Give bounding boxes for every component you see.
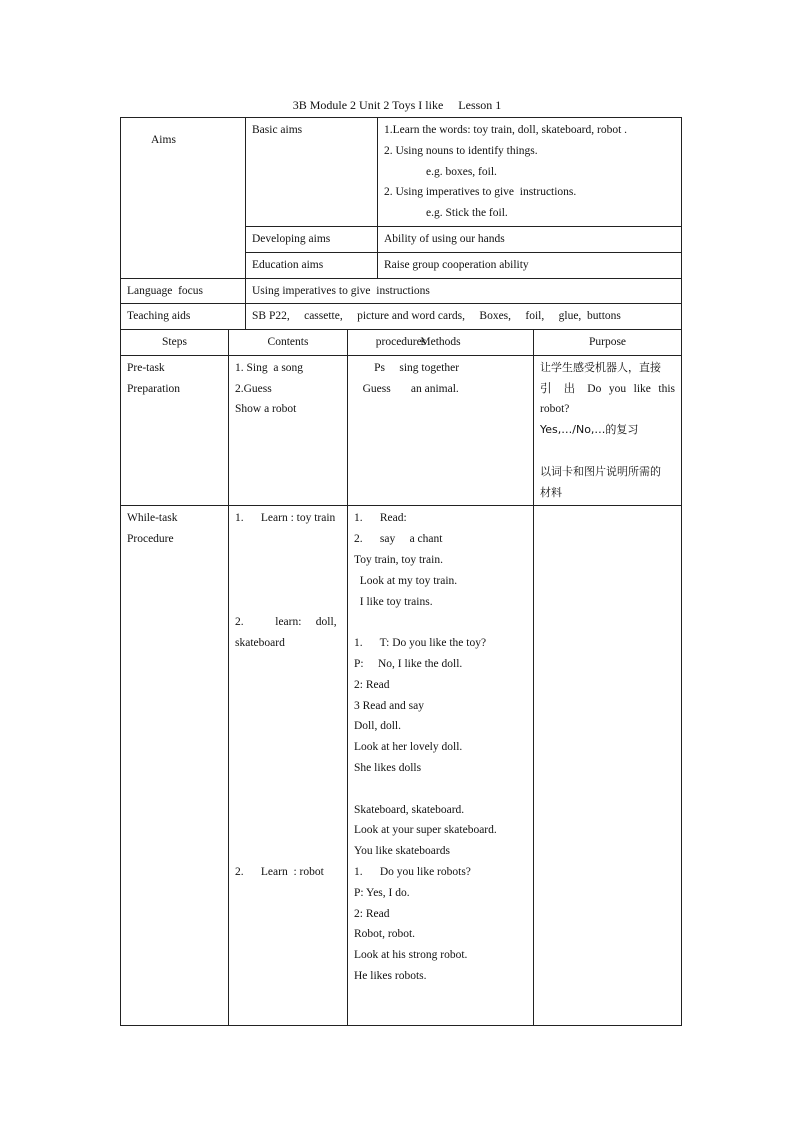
method-line: 1. Read: <box>354 512 407 525</box>
aims-cell <box>121 118 246 279</box>
basic-aim-line: 2. Using imperatives to give instructions. <box>384 186 577 199</box>
pretask-contents <box>229 355 348 506</box>
language-focus-label: Language focus <box>121 278 246 304</box>
basic-aims-label: Basic aims <box>246 118 378 227</box>
method-line: P: No, I like the doll. <box>354 657 463 670</box>
content-line: 2. Learn : robot <box>235 865 324 878</box>
method-line: Look at her lovely doll. <box>354 741 463 754</box>
method-line: Guess an animal. <box>354 382 459 395</box>
whiletask-methods <box>348 506 534 1026</box>
method-line: She likes dolls <box>354 761 422 774</box>
pretask-step <box>121 355 229 506</box>
step-line: While-task <box>127 512 178 525</box>
method-line: 1. Do you like robots? <box>354 865 471 878</box>
basic-aim-line: 1.Learn the words: toy train, doll, skateboard, robot . <box>384 124 628 136</box>
basic-aim-line: e.g. Stick the foil. <box>426 207 508 220</box>
language-focus-value: Using imperatives to give instructions <box>246 278 682 304</box>
content-line: 1. Sing a song <box>235 361 304 374</box>
education-aims-label: Education aims <box>246 252 378 278</box>
basic-aim-line: e.g. boxes, foil. <box>426 165 497 178</box>
education-aims-value: Raise group cooperation ability <box>378 252 682 278</box>
procedures-table <box>120 329 682 1026</box>
developing-aims-label: Developing aims <box>246 226 378 252</box>
procedures-heading: procedures <box>121 330 682 356</box>
method-line: 2. say a chant <box>354 533 443 546</box>
aims-table <box>120 117 682 356</box>
step-line: Preparation <box>127 382 181 395</box>
purpose-line: 引 出 Do you like this <box>540 382 675 395</box>
teaching-aids-label: Teaching aids <box>121 304 246 330</box>
developing-aims-value: Ability of using our hands <box>378 226 682 252</box>
teaching-aids-value: SB P22, cassette, picture and word cards, Boxes, foil, glue, buttons <box>246 304 682 330</box>
header-methods: Methods <box>348 330 534 356</box>
method-spacer <box>354 779 527 800</box>
step-line: Pre-task <box>127 361 165 374</box>
method-line: Look at your super skateboard. <box>354 824 497 837</box>
purpose-spacer <box>540 441 675 462</box>
basic-aim-line: 2. Using nouns to identify things. <box>384 144 538 157</box>
method-line: Ps sing together <box>354 361 460 374</box>
basic-aims-content <box>378 118 682 227</box>
method-line: Robot, robot. <box>354 928 416 941</box>
purpose-line: Yes,…/No,…的复习 <box>540 423 639 437</box>
aims-label: Aims <box>151 134 176 146</box>
header-contents: Contents <box>229 330 348 356</box>
purpose-line: 材料 <box>540 485 562 499</box>
method-line: Doll, doll. <box>354 720 401 733</box>
purpose-line: robot? <box>540 403 570 416</box>
method-line: P: Yes, I do. <box>354 886 410 899</box>
whiletask-step <box>121 506 229 1026</box>
purpose-line: 以词卡和图片说明所需的 <box>540 464 661 478</box>
method-line: Look at my toy train. <box>354 574 458 587</box>
content-line: 1. Learn : toy train <box>235 512 336 525</box>
header-steps: Steps <box>121 330 229 356</box>
method-spacer <box>354 612 527 633</box>
header-purpose: Purpose <box>534 330 682 356</box>
pretask-methods <box>348 355 534 506</box>
content-line: Show a robot <box>235 403 297 416</box>
content-line: 2. learn: doll, <box>235 616 337 629</box>
method-line: Look at his strong robot. <box>354 949 468 962</box>
method-line: He likes robots. <box>354 969 427 982</box>
method-line: You like skateboards <box>354 845 450 858</box>
content-line: 2.Guess <box>235 382 272 395</box>
pretask-purpose <box>534 355 682 506</box>
method-line: Skateboard, skateboard. <box>354 803 465 816</box>
content-line: skateboard <box>235 637 285 650</box>
page-title: 3B Module 2 Unit 2 Toys I like Lesson 1 <box>292 98 502 112</box>
step-line: Procedure <box>127 533 174 546</box>
method-line: 1. T: Do you like the toy? <box>354 637 487 650</box>
whiletask-contents <box>229 506 348 1026</box>
whiletask-purpose <box>534 506 682 1026</box>
method-line: Toy train, toy train. <box>354 553 443 566</box>
method-line: 3 Read and say <box>354 699 424 712</box>
method-line: 2: Read <box>354 907 390 920</box>
method-line: I like toy trains. <box>354 595 433 608</box>
method-line: 2: Read <box>354 678 390 691</box>
purpose-line: 让学生感受机器人，直接 <box>540 360 661 374</box>
